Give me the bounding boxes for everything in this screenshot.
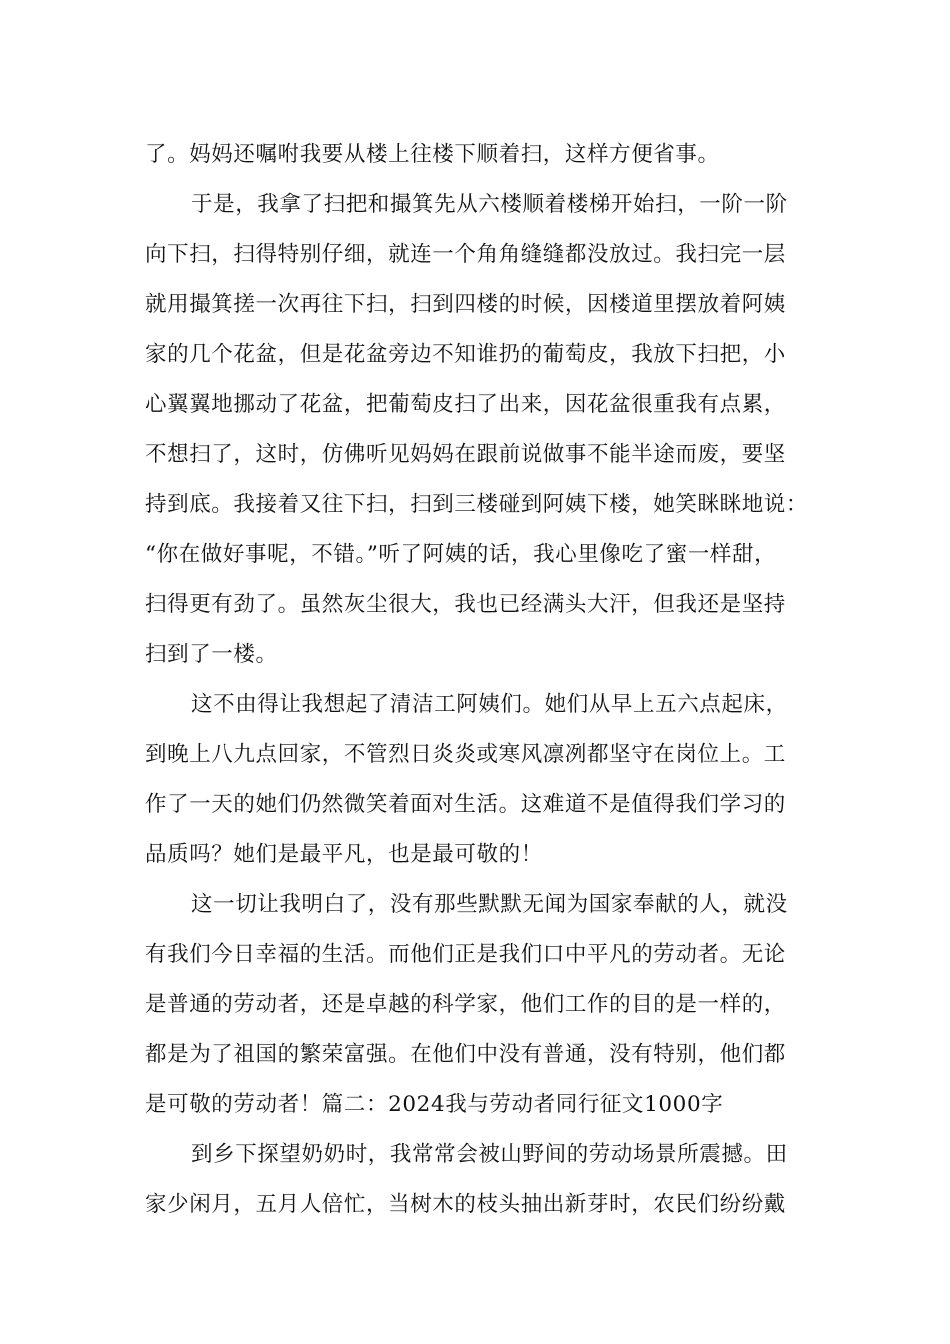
text-line: 就用撮箕搓一次再往下扫，扫到四楼的时候，因楼道里摆放着阿姨 (145, 292, 786, 317)
text-line: 是普通的劳动者，还是卓越的科学家，他们工作的目的是一样的， (145, 992, 786, 1017)
text-line: 扫得更有劲了。虽然灰尘很大，我也已经满头大汗，但我还是坚持 (145, 592, 786, 617)
text-line: 到乡下探望奶奶时，我常常会被山野间的劳动场景所震撼。田 (191, 1142, 788, 1167)
text-line: 到晚上八九点回家，不管烈日炎炎或寒风凛冽都坚守在岗位上。工 (145, 742, 786, 767)
text-line: 持到底。我接着又往下扫，扫到三楼碰到阿姨下楼，她笑眯眯地说： (145, 492, 809, 517)
text-line: 有我们今日幸福的生活。而他们正是我们口中平凡的劳动者。无论 (145, 942, 786, 967)
text-line: 家少闲月，五月人倍忙，当树木的枝头抽出新芽时，农民们纷纷戴 (145, 1192, 786, 1217)
text-line: 向下扫，扫得特别仔细，就连一个角角缝缝都没放过。我扫完一层 (145, 242, 786, 267)
text-line: 家的几个花盆，但是花盆旁边不知谁扔的葡萄皮，我放下扫把，小 (145, 342, 786, 367)
text-line: 品质吗？她们是最平凡，也是最可敬的！ (145, 842, 543, 867)
text-line: 不想扫了，这时，仿佛听见妈妈在跟前说做事不能半途而废，要坚 (145, 442, 786, 467)
text-line: 心翼翼地挪动了花盆，把葡萄皮扫了出来，因花盆很重我有点累， (145, 392, 786, 417)
text-line: “你在做好事呢，不错。”听了阿姨的话，我心里像吃了蜜一样甜， (145, 542, 777, 567)
text-line: 扫到了一楼。 (145, 642, 278, 667)
text-line: 作了一天的她们仍然微笑着面对生活。这难道不是值得我们学习的 (145, 792, 786, 817)
text-line: 是可敬的劳动者！篇二：2024我与劳动者同行征文1000字 (145, 1092, 724, 1117)
text-line: 这一切让我明白了，没有那些默默无闻为国家奉献的人，就没 (191, 892, 788, 917)
text-line: 都是为了祖国的繁荣富强。在他们中没有普通，没有特别，他们都 (145, 1042, 786, 1067)
text-line: 于是，我拿了扫把和撮箕先从六楼顺着楼梯开始扫，一阶一阶 (191, 192, 788, 217)
text-line: 了。妈妈还嘱咐我要从楼上往楼下顺着扫，这样方便省事。 (145, 142, 720, 167)
document-body (145, 130, 825, 1230)
text-line: 这不由得让我想起了清洁工阿姨们。她们从早上五六点起床， (191, 692, 788, 717)
